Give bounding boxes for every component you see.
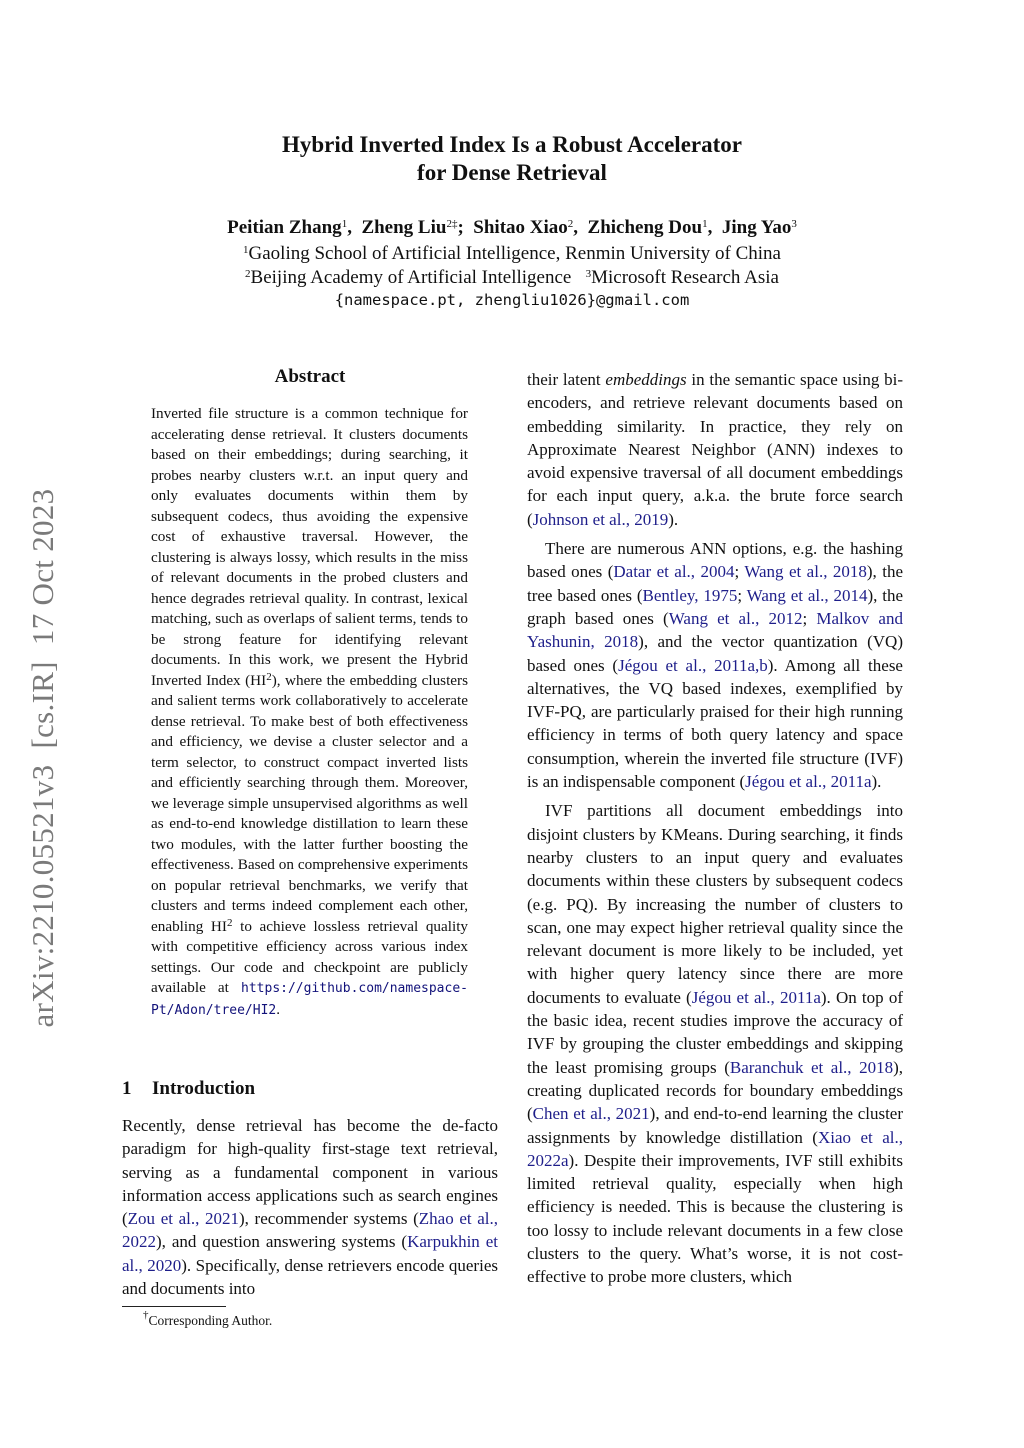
paragraph	[527, 368, 903, 531]
abstract-text: to achieve lossless retrieval quality with competitive efficiency across various index settings. Our code and checkpoint are publicly available at	[151, 917, 469, 996]
intro-paragraph	[122, 1114, 498, 1300]
text: ). Despite their improvements, IVF still exhibits limited retrieval quality, especially when high efficiency is needed. This is because the clustering is too lossy to include relevant documents in a few close clusters to the query. What’s worse, it is not cost-effective to probe more clusters, which	[527, 1150, 903, 1287]
author-list	[0, 216, 1024, 240]
author-sep: ;	[457, 217, 469, 238]
citation-link[interactable]: Wang et al., 2018	[744, 562, 867, 582]
abstract-text: Inverted file structure is a common technique for accelerating dense retrieval. It clusters documents based on their embeddings; during searching, it probes nearby clusters w.r.t. an input query and only evaluates documents within them by subsequent codecs, thus avoiding the expensive cost of exhaustive traversal. However, the clustering is always lossy, which results in the miss of relevant documents in the probed clusters and hence degrades retrieval quality. In contrast, lexical matching, such as overlaps of salient terms, tends to be strong feature for identifying relevant documents. In this work, we present the Hybrid Inverted Index (HI	[151, 405, 468, 689]
text: ), creating duplicated records for boundary embeddings (	[527, 1057, 903, 1124]
text: ;	[734, 562, 745, 582]
text: ).	[668, 509, 679, 529]
affiliation-text: Microsoft Research Asia	[591, 267, 779, 288]
abstract-heading: Abstract	[274, 366, 346, 387]
text: ), and the vector quantization (VQ) based ones (	[527, 632, 903, 675]
author-sep: ,	[347, 217, 357, 238]
section-heading	[122, 1078, 255, 1100]
citation-link[interactable]: Zhao et al., 2022	[122, 1209, 498, 1252]
author-sep: ,	[573, 217, 583, 238]
citation-link[interactable]: Zou et al., 2021	[127, 1209, 239, 1229]
citation-link[interactable]: Datar et al., 2004	[613, 562, 735, 582]
section-number: 1	[122, 1078, 132, 1099]
citation-link[interactable]: Jégou et al., 2011a,b	[618, 655, 768, 675]
affiliation-mark: 1	[243, 244, 249, 256]
author-mark: 3	[791, 218, 797, 230]
arxiv-identifier: arXiv:2210.05521v3 [cs.IR] 17 Oct 2023	[25, 488, 60, 1028]
emphasis: embeddings	[605, 370, 687, 389]
paper-title	[0, 131, 1024, 187]
author-name: Zhicheng Dou	[587, 217, 703, 238]
text: ), the graph based ones (	[527, 585, 903, 628]
citation-link[interactable]: Malkov and Yashunin, 2018	[527, 608, 903, 652]
citation-link[interactable]: Wang et al., 2014	[746, 585, 868, 605]
superscript: 2	[226, 916, 233, 929]
footnote-mark: †	[143, 1309, 149, 1321]
text: ), the tree based ones (	[527, 562, 903, 605]
affiliation-line-1	[0, 242, 1024, 266]
affiliation-text: Beijing Academy of Artificial Intelligence	[250, 267, 572, 288]
footnote-text: Corresponding Author.	[148, 1313, 273, 1328]
text: IVF partitions all document embeddings into disjoint clusters by KMeans. During searching, it finds nearby clusters to an input query and evaluates documents within these clusters by subsequent codecs (e.g. PQ). By increasing the number of clusters to scan, one may expect higher retrieval quality since the relevant document is more likely to be included, yet with higher query latency since there are more documents to evaluate (	[527, 801, 903, 1007]
title-line-1: Hybrid Inverted Index Is a Robust Accelerator	[282, 132, 742, 157]
citation-link[interactable]: Xiao et al., 2022a	[527, 1127, 903, 1170]
author-mark: 2‡	[446, 218, 458, 230]
text: ). Among all these alternatives, the VQ based indexes, exemplified by IVF-PQ, are particularly praised for their high running efficiency in terms of both query latency and space consumption, wherein the inverted file structure (IVF) is an indispensable component (	[527, 655, 903, 792]
text: There are numerous ANN options, e.g. the hashing based ones (	[527, 539, 903, 582]
text: ), and end-to-end learning the cluster assignments by knowledge distillation (	[527, 1104, 904, 1147]
author-mark: 2	[567, 218, 574, 230]
author-name: Shitao Xiao	[473, 217, 568, 238]
text: ). On top of the basic idea, recent studies improve the accuracy of IVF by grouping the cluster embeddings and skipping the least promising groups (	[527, 987, 903, 1077]
author-name: Jing Yao	[721, 217, 792, 238]
citation-link[interactable]: Baranchuk et al., 2018	[729, 1057, 894, 1077]
affiliation-line-2	[0, 266, 1024, 290]
affiliation-text: Gaoling School of Artificial Intelligence, Renmin University of China	[248, 243, 781, 264]
text: ), recommender systems (	[239, 1209, 419, 1229]
citation-link[interactable]: Jégou et al., 2011a	[745, 772, 872, 792]
text: their latent	[527, 370, 606, 389]
footnote-rule	[122, 1306, 226, 1307]
citation-link[interactable]: Chen et al., 2021	[532, 1104, 650, 1124]
abstract-end: .	[276, 1000, 281, 1018]
paragraph	[527, 799, 903, 1288]
title-line-2: for Dense Retrieval	[417, 160, 607, 185]
author-name: Zheng Liu	[361, 217, 447, 238]
affiliation-mark: 3	[585, 268, 592, 280]
right-column	[527, 368, 903, 1295]
text: ). Specifically, dense retrievers encode queries and documents into	[122, 1255, 498, 1299]
text: ;	[802, 608, 817, 628]
code-link[interactable]: https://github.com/namespace-Pt/Adon/tree/HI2	[151, 981, 468, 1018]
abstract-text: ), where the embedding clusters and salient terms work collaboratively to accelerate dense retrieval. To make best of both effectiveness and efficiency, we devise a cluster selector and a term selector, to construct compact inverted lists and efficiently searching through them. Moreover, we leverage simple unsupervised algorithms as well as end-to-end knowledge distillation to learn these two modules, with the latter further boosting the effectiveness. Based on comprehensive experiments on popular retrieval benchmarks, we verify that clusters and terms indeed complement each other, enabling HI	[151, 671, 469, 935]
citation-link[interactable]: Johnson et al., 2019	[532, 509, 669, 529]
text: ).	[871, 772, 882, 792]
superscript: 2	[266, 670, 272, 683]
citation-link[interactable]: Bentley, 1975	[642, 585, 738, 605]
footnote	[143, 1309, 273, 1329]
citation-link[interactable]: Jégou et al., 2011a	[691, 987, 821, 1007]
author-name: Peitian Zhang	[227, 217, 342, 238]
arxiv-stamp	[25, 458, 61, 1058]
citation-link[interactable]: Karpukhin et al., 2020	[122, 1232, 498, 1275]
author-mark: 1	[702, 218, 708, 230]
text: ), and question answering systems (	[156, 1232, 408, 1252]
author-emails: {namespace.pt, zhengliu1026}@gmail.com	[334, 291, 690, 309]
text: ;	[737, 585, 747, 605]
section-title: Introduction	[152, 1078, 256, 1099]
text: in the semantic space using bi-encoders, and retrieve relevant documents based on embedding similarity. In practice, they rely on Approximate Nearest Neighbor (ANN) indexes to avoid expensive traversal of all document embeddings for each input query, a.k.a. the brute force search (	[527, 370, 903, 529]
author-sep: ,	[707, 217, 718, 238]
citation-link[interactable]: Wang et al., 2012	[668, 608, 803, 628]
abstract-body	[151, 404, 468, 1021]
text: Recently, dense retrieval has become the de-facto paradigm for high-quality first-stage text retrieval, serving as a fundamental component in various information access applications such as search engines (	[122, 1116, 498, 1229]
affiliation-mark: 2	[245, 268, 251, 280]
author-mark: 1	[341, 218, 348, 230]
paragraph	[527, 537, 903, 793]
